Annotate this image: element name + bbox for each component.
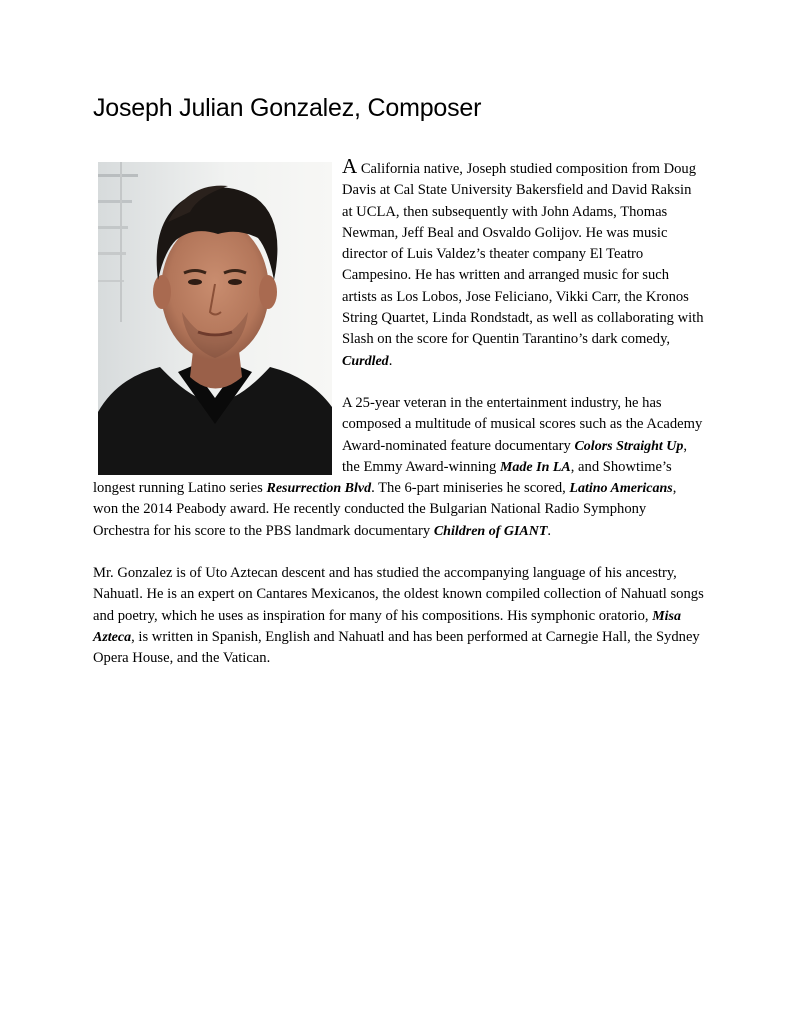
text-segment: . <box>388 352 393 369</box>
text-segment: , is written in Spanish, English and Nahuatl and has been performed at Carnegie Hall, the Sydney Opera House, and the Vatican. <box>93 628 700 667</box>
film-title: Colors Straight Up <box>574 438 684 454</box>
series-title: Latino Americans <box>569 481 673 497</box>
portrait-photo <box>98 162 332 475</box>
film-title: Children of GIANT <box>433 523 548 539</box>
text-segment: California native, Joseph studied composition from Doug Davis at Cal State University Bakersfield and David Raksin at UCLA, then subsequently with John Adams, Thomas Newman, Jeff Beal and Osvaldo Golijov. He was music director of Luis Valdez’s theater company El Teatro Campesino. He has written and arranged music for such artists as Los Lobos, Jose Feliciano, Vikki Carr, the Kronos String Quartet, Linda Rondstadt, as well as collaborating with Slash on the score for Quentin Tarantino’s dark comedy, <box>342 161 704 348</box>
work-title: Misa Azteca <box>93 608 682 645</box>
text-segment: , the Emmy Award-winning <box>342 437 688 475</box>
film-title: Curdled <box>342 353 389 369</box>
series-title: Resurrection Blvd <box>266 481 372 497</box>
text-segment: . The 6-part miniseries he scored, <box>371 480 570 497</box>
bio-content <box>93 156 705 691</box>
film-title: Made In LA <box>499 459 571 475</box>
text-segment: . <box>547 522 552 539</box>
text-segment: Mr. Gonzalez is of Uto Aztecan descent and has studied the accompanying language of his ancestry, Nahuatl. He is an expert on Cantares Mexicanos, the oldest known compiled collection of Nahuatl songs and poetry, which he uses as inspiration for many of his compositions. His symphonic oratorio, <box>93 565 704 624</box>
text-segment: A 25-year veteran in the entertainment industry, he has composed a multitude of musical scores such as the Academy Award-nominated feature documentary <box>342 394 703 454</box>
page-title: Joseph Julian Gonzalez, Composer <box>93 94 482 122</box>
drop-cap: A <box>342 154 358 178</box>
text-segment: , won the 2014 Peabody award. He recently conducted the Bulgarian National Radio Symphony Orchestra for his score to the PBS landmark documentary <box>93 480 677 539</box>
bio-paragraph-3 <box>93 563 705 669</box>
text-segment: , and Showtime’s longest running Latino series <box>93 458 672 497</box>
